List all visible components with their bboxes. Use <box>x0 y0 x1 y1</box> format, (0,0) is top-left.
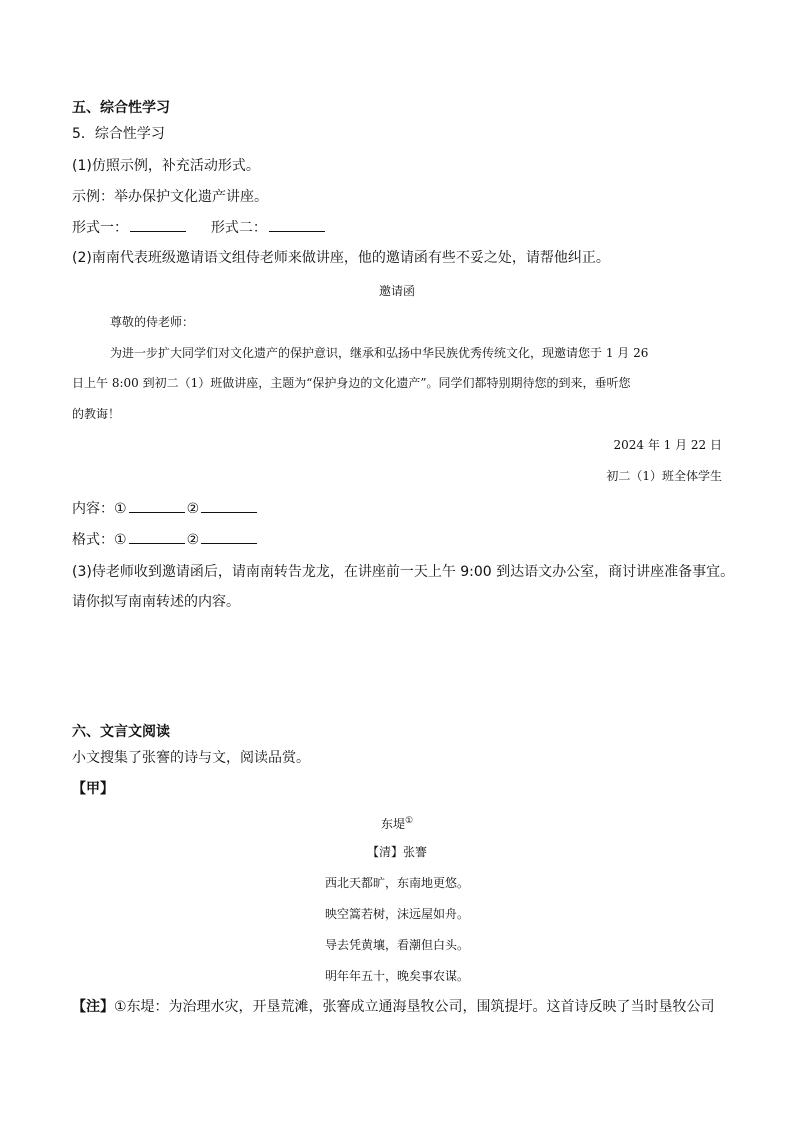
poem-line-1: 西北天都旷，东南地更悠。 <box>324 876 469 890</box>
letter-body-line-3: 的教诲！ <box>72 407 121 421</box>
circle-2: ② <box>186 501 200 517</box>
circle-1: ① <box>114 501 127 517</box>
question-5-3-line-1: (3)侍老师收到邀请函后，请南南转告龙龙，在讲座前一天上午 9:00 到达语文办公室，商讨讲座准备事宜。 <box>72 564 735 580</box>
section-6-heading: 六、文言文阅读 <box>72 724 170 740</box>
letter-salutation: 尊敬的侍老师： <box>110 315 195 329</box>
form2-label: 形式二： <box>210 220 267 236</box>
circle-2: ② <box>186 532 200 548</box>
note-text: ①东堤：为治理水灾，开垦荒滩，张謇成立通海垦牧公司，围筑提圩。这首诗反映了当时垦牧公司 <box>114 999 715 1015</box>
question-5-3-line-2: 请你拟写南南转述的内容。 <box>72 594 240 610</box>
section-6-intro: 小文搜集了张謇的诗与文，阅读品赏。 <box>72 750 310 766</box>
poem-title-note: ① <box>404 816 414 826</box>
note-label: 【注】 <box>72 999 114 1015</box>
content-blank-2[interactable] <box>201 498 257 513</box>
poem-title <box>0 811 794 834</box>
format-blank-1[interactable] <box>129 529 185 544</box>
letter-signature: 初二（1）班全体学生 <box>606 469 722 483</box>
poem-author: 【清】张謇 <box>366 845 427 859</box>
format-label: 格式： <box>72 532 114 548</box>
letter-body-line-2: 日上午 8:00 到初二（1）班做讲座，主题为“保护身边的文化遗产”。同学们都特别期待您的到来，垂听您 <box>72 376 631 390</box>
poem-title-text: 东堤 <box>380 817 405 831</box>
letter-date: 2024 年 1 月 22 日 <box>613 438 722 452</box>
content-blank-1[interactable] <box>129 498 185 513</box>
note-line <box>72 997 715 1017</box>
letter-title: 邀请函 <box>378 284 415 298</box>
poem-line-4: 明年年五十，晚矣事农谋。 <box>324 969 469 983</box>
format-blank-2[interactable] <box>201 529 257 544</box>
section-5-heading: 五、综合性学习 <box>72 100 170 116</box>
question-5-1: (1)仿照示例，补充活动形式。 <box>72 158 260 174</box>
question-5-title: 5．综合性学习 <box>72 126 165 142</box>
circle-1: ① <box>114 532 127 548</box>
letter-body-line-1: 为进一步扩大同学们对文化遗产的保护意识，继承和弘扬中华民族优秀传统文化，现邀请您于 1 月 26 <box>110 346 649 360</box>
content-answer-line <box>72 498 259 519</box>
format-answer-line <box>72 529 259 550</box>
poem-line-2: 映空篙若树，沫远屋如舟。 <box>324 907 469 921</box>
poem-line-3: 导去凭黄壤，看潮但白头。 <box>324 938 469 952</box>
form2-blank[interactable] <box>269 217 325 232</box>
form1-label: 形式一： <box>72 220 128 236</box>
form1-blank[interactable] <box>130 217 186 232</box>
question-5-2: (2)南南代表班级邀请语文组侍老师来做讲座，他的邀请函有些不妥之处，请帮他纠正。 <box>72 250 610 266</box>
form-answer-line <box>72 217 327 238</box>
content-label: 内容： <box>72 501 114 517</box>
jia-label: 【甲】 <box>72 781 114 797</box>
example-line: 示例：举办保护文化遗产讲座。 <box>72 189 268 205</box>
